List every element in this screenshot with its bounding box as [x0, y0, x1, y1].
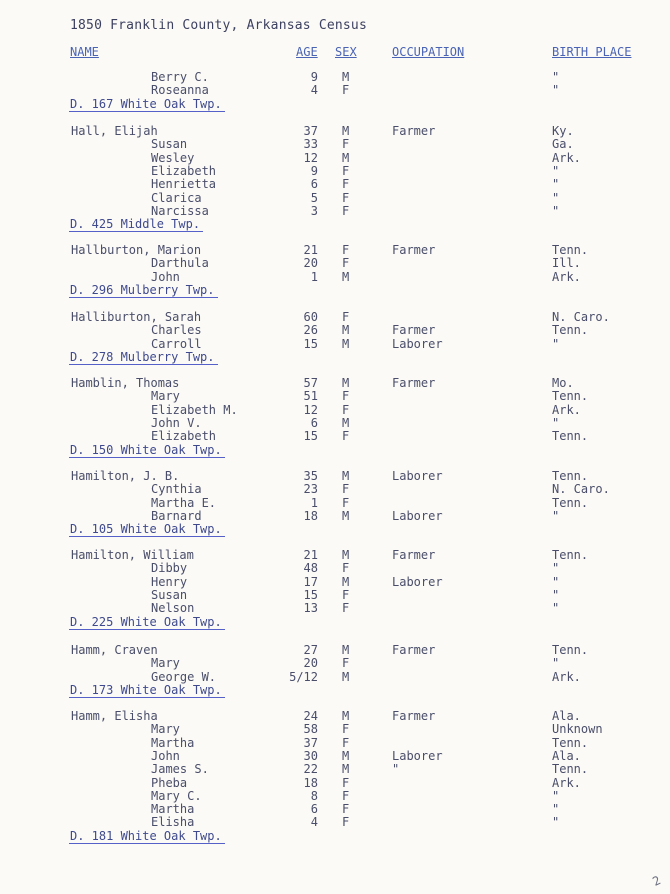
district-text: D. 425 Middle Twp. — [70, 217, 201, 232]
person-row — [0, 270, 670, 284]
person-birthplace: Tenn. — [552, 429, 589, 444]
person-name: Mary — [151, 722, 180, 737]
person-age: 15 — [303, 429, 318, 444]
person-occupation: Laborer — [392, 508, 443, 523]
person-sex: F — [342, 389, 350, 404]
person-name: Martha — [151, 802, 195, 817]
person-sex: F — [342, 561, 350, 576]
person-row — [0, 83, 670, 97]
person-name: Susan — [151, 137, 188, 152]
person-birthplace: " — [552, 561, 560, 576]
person-age: 21 — [303, 548, 318, 562]
person-occupation: Laborer — [392, 574, 443, 589]
person-sex: M — [342, 469, 350, 483]
person-sex: M — [342, 669, 350, 684]
person-birthplace: Ark. — [552, 150, 581, 165]
person-birthplace: Tenn. — [552, 762, 589, 777]
person-age: 18 — [303, 508, 318, 523]
person-birthplace: " — [552, 815, 560, 830]
person-name: Nelson — [151, 601, 195, 616]
district-label — [70, 283, 215, 297]
person-birthplace: Ky. — [552, 124, 574, 138]
person-name: John V. — [151, 415, 202, 430]
district-underline — [69, 843, 225, 844]
district-label — [70, 829, 222, 843]
district-text: D. 150 White Oak Twp. — [70, 442, 222, 457]
person-name: Darthula — [151, 256, 209, 271]
person-birthplace: Ark. — [552, 402, 581, 417]
person-row — [0, 70, 670, 84]
district-label — [70, 350, 215, 364]
person-row — [0, 243, 670, 257]
person-name: Hallburton, Marion — [71, 243, 202, 257]
person-occupation: Farmer — [392, 323, 436, 338]
person-name: Elisha — [151, 815, 195, 830]
person-occupation: Laborer — [392, 469, 443, 483]
person-sex: F — [342, 83, 350, 98]
header-age: AGE — [296, 45, 318, 59]
header-occupation: OCCUPATION — [392, 45, 465, 59]
person-age: 30 — [303, 748, 318, 763]
person-occupation: Farmer — [392, 709, 436, 723]
person-name: Charles — [151, 323, 202, 338]
district-text: D. 167 White Oak Twp. — [70, 96, 222, 111]
person-row — [0, 709, 670, 723]
person-age: 60 — [303, 310, 318, 324]
person-age: 23 — [303, 482, 318, 497]
person-row — [0, 561, 670, 575]
person-row — [0, 124, 670, 138]
person-sex: F — [342, 735, 350, 750]
person-sex: F — [342, 203, 350, 218]
person-row — [0, 762, 670, 776]
person-sex: F — [342, 495, 350, 510]
person-sex: F — [342, 177, 350, 192]
person-name: John — [151, 269, 180, 284]
person-name: Hamilton, William — [71, 548, 194, 562]
district-text: D. 173 White Oak Twp. — [70, 682, 222, 697]
person-birthplace: " — [552, 508, 560, 523]
header-name: NAME — [70, 45, 99, 59]
person-row — [0, 588, 670, 602]
person-row — [0, 191, 670, 205]
district-text: D. 225 White Oak Twp. — [70, 614, 222, 629]
person-birthplace: Tenn. — [552, 643, 589, 657]
person-name: Barnard — [151, 508, 202, 523]
district-underline — [69, 536, 225, 537]
person-birthplace: Tenn. — [552, 243, 589, 257]
person-age: 37 — [303, 124, 318, 138]
person-birthplace: " — [552, 203, 560, 218]
person-sex: M — [342, 336, 350, 351]
person-row — [0, 815, 670, 829]
person-row — [0, 509, 670, 523]
district-underline — [69, 457, 225, 458]
page-title: 1850 Franklin County, Arkansas Census — [70, 18, 367, 33]
person-name: Elizabeth — [151, 429, 217, 444]
person-birthplace: " — [552, 656, 560, 671]
person-occupation: Laborer — [392, 748, 443, 763]
person-sex: F — [342, 137, 350, 152]
person-sex: F — [342, 722, 350, 737]
person-birthplace: Unknown — [552, 722, 603, 737]
district-label — [70, 97, 222, 111]
person-row — [0, 204, 670, 218]
person-name: Halliburton, Sarah — [71, 310, 202, 324]
person-name: Henrietta — [151, 177, 217, 192]
person-age: 35 — [303, 469, 318, 483]
person-birthplace: Mo. — [552, 376, 574, 390]
person-name: Narcissa — [151, 203, 209, 218]
person-age: 21 — [303, 243, 318, 257]
person-sex: F — [342, 802, 350, 817]
person-row — [0, 722, 670, 736]
person-row — [0, 548, 670, 562]
person-sex: M — [342, 762, 350, 777]
district-underline — [69, 297, 218, 298]
person-row — [0, 776, 670, 790]
person-age: 26 — [303, 323, 318, 338]
header-sex: SEX — [335, 45, 357, 59]
person-name: Hamblin, Thomas — [71, 376, 180, 390]
person-age: 51 — [303, 389, 318, 404]
person-occupation: Farmer — [392, 376, 436, 390]
district-label — [70, 522, 222, 536]
person-name: John — [151, 748, 180, 763]
person-name: Cynthia — [151, 482, 202, 497]
person-name: Martha E. — [151, 495, 217, 510]
person-sex: F — [342, 601, 350, 616]
person-sex: F — [342, 788, 350, 803]
person-sex: F — [342, 429, 350, 444]
person-birthplace: " — [552, 587, 560, 602]
person-birthplace: Tenn. — [552, 323, 589, 338]
person-age: 1 — [310, 269, 318, 284]
person-sex: M — [342, 548, 350, 562]
person-sex: M — [342, 508, 350, 523]
person-birthplace: Tenn. — [552, 735, 589, 750]
person-birthplace: " — [552, 83, 560, 98]
person-sex: M — [342, 709, 350, 723]
person-row — [0, 416, 670, 430]
person-sex: F — [342, 656, 350, 671]
person-row — [0, 736, 670, 750]
person-occupation: Farmer — [392, 124, 436, 138]
person-sex: M — [342, 124, 350, 138]
person-row — [0, 575, 670, 589]
person-occupation: Farmer — [392, 548, 436, 562]
person-age: 12 — [303, 150, 318, 165]
person-row — [0, 749, 670, 763]
person-row — [0, 789, 670, 803]
person-row — [0, 151, 670, 165]
person-birthplace: Ga. — [552, 137, 574, 152]
person-row — [0, 429, 670, 443]
corner-mark: 2 — [650, 873, 663, 889]
person-row — [0, 670, 670, 684]
person-row — [0, 164, 670, 178]
person-name: Mary — [151, 656, 180, 671]
person-age: 27 — [303, 643, 318, 657]
person-name: Elizabeth — [151, 163, 217, 178]
person-birthplace: " — [552, 177, 560, 192]
person-sex: F — [342, 402, 350, 417]
person-name: Pheba — [151, 775, 188, 790]
person-birthplace: Tenn. — [552, 548, 589, 562]
person-sex: F — [342, 482, 350, 497]
person-age: 37 — [303, 735, 318, 750]
person-sex: M — [342, 415, 350, 430]
person-birthplace: Ark. — [552, 669, 581, 684]
person-birthplace: Tenn. — [552, 495, 589, 510]
person-occupation: " — [392, 762, 400, 777]
person-age: 15 — [303, 336, 318, 351]
district-underline — [69, 231, 203, 232]
district-underline — [69, 697, 225, 698]
district-text: D. 278 Mulberry Twp. — [70, 349, 215, 364]
person-name: Mary — [151, 389, 180, 404]
person-row — [0, 137, 670, 151]
person-birthplace: Ark. — [552, 775, 581, 790]
person-row — [0, 601, 670, 615]
person-row — [0, 656, 670, 670]
person-name: Dibby — [151, 561, 188, 576]
district-text: D. 181 White Oak Twp. — [70, 828, 222, 843]
person-name: James S. — [151, 762, 209, 777]
person-birthplace: " — [552, 802, 560, 817]
district-text: D. 105 White Oak Twp. — [70, 522, 222, 537]
person-age: 5 — [310, 190, 318, 205]
person-row — [0, 337, 670, 351]
person-birthplace: Ill. — [552, 256, 581, 271]
person-name: Hamm, Elisha — [71, 709, 158, 723]
person-age: 9 — [310, 163, 318, 178]
person-birthplace: " — [552, 788, 560, 803]
person-age: 1 — [310, 495, 318, 510]
person-birthplace: " — [552, 163, 560, 178]
person-birthplace: " — [552, 415, 560, 430]
person-sex: F — [342, 163, 350, 178]
person-age: 15 — [303, 587, 318, 602]
person-name: Mary C. — [151, 788, 202, 803]
person-age: 4 — [310, 815, 318, 830]
person-age: 13 — [303, 601, 318, 616]
person-name: George W. — [151, 669, 217, 684]
person-sex: M — [342, 269, 350, 284]
person-name: Clarica — [151, 190, 202, 205]
person-birthplace: " — [552, 190, 560, 205]
person-age: 48 — [303, 561, 318, 576]
person-row — [0, 389, 670, 403]
person-birthplace: " — [552, 336, 560, 351]
person-name: Elizabeth M. — [151, 402, 238, 417]
person-birthplace: Ark. — [552, 269, 581, 284]
person-age: 57 — [303, 376, 318, 390]
person-age: 4 — [310, 83, 318, 98]
person-name: Hamm, Craven — [71, 643, 158, 657]
person-age: 18 — [303, 775, 318, 790]
person-sex: F — [342, 815, 350, 830]
person-row — [0, 256, 670, 270]
person-age: 22 — [303, 762, 318, 777]
person-row — [0, 376, 670, 390]
person-birthplace: Ala. — [552, 709, 581, 723]
person-row — [0, 469, 670, 483]
person-birthplace: " — [552, 70, 560, 84]
person-sex: M — [342, 748, 350, 763]
district-underline — [69, 364, 218, 365]
district-label — [70, 443, 222, 457]
person-birthplace: N. Caro. — [552, 310, 610, 324]
person-birthplace: " — [552, 601, 560, 616]
person-name: Martha — [151, 735, 195, 750]
person-sex: F — [342, 190, 350, 205]
person-occupation: Farmer — [392, 243, 436, 257]
person-name: Susan — [151, 587, 188, 602]
person-row — [0, 802, 670, 816]
person-name: Carroll — [151, 336, 202, 351]
district-label — [70, 683, 222, 697]
person-sex: M — [342, 150, 350, 165]
person-age: 6 — [310, 802, 318, 817]
person-age: 17 — [303, 574, 318, 589]
person-name: Berry C. — [151, 70, 209, 84]
person-birthplace: " — [552, 574, 560, 589]
person-birthplace: Ala. — [552, 748, 581, 763]
person-name: Henry — [151, 574, 188, 589]
person-age: 20 — [303, 256, 318, 271]
person-row — [0, 482, 670, 496]
person-age: 6 — [310, 177, 318, 192]
person-sex: M — [342, 574, 350, 589]
person-row — [0, 177, 670, 191]
person-name: Roseanna — [151, 83, 209, 98]
person-sex: M — [342, 323, 350, 338]
person-age: 24 — [303, 709, 318, 723]
person-birthplace: Tenn. — [552, 389, 589, 404]
person-row — [0, 323, 670, 337]
district-text: D. 296 Mulberry Twp. — [70, 282, 215, 297]
person-age: 6 — [310, 415, 318, 430]
header-birthplace: BIRTH PLACE — [552, 45, 632, 59]
person-row — [0, 496, 670, 510]
person-birthplace: N. Caro. — [552, 482, 610, 497]
person-row — [0, 643, 670, 657]
person-sex: F — [342, 243, 350, 257]
person-age: 12 — [303, 402, 318, 417]
person-name: Wesley — [151, 150, 195, 165]
person-sex: M — [342, 70, 350, 84]
person-age: 8 — [310, 788, 318, 803]
district-underline — [69, 629, 225, 630]
person-sex: F — [342, 256, 350, 271]
person-age: 5/12 — [289, 669, 318, 684]
person-age: 3 — [310, 203, 318, 218]
person-age: 20 — [303, 656, 318, 671]
person-row — [0, 403, 670, 417]
person-occupation: Laborer — [392, 336, 443, 351]
person-sex: M — [342, 643, 350, 657]
district-label — [70, 217, 200, 231]
person-name: Hamilton, J. B. — [71, 469, 180, 483]
district-underline — [69, 111, 225, 112]
person-sex: F — [342, 310, 350, 324]
district-label — [70, 615, 222, 629]
person-name: Hall, Elijah — [71, 124, 158, 138]
person-age: 33 — [303, 137, 318, 152]
person-sex: F — [342, 587, 350, 602]
person-sex: F — [342, 775, 350, 790]
person-occupation: Farmer — [392, 643, 436, 657]
person-age: 9 — [310, 70, 318, 84]
person-sex: M — [342, 376, 350, 390]
person-age: 58 — [303, 722, 318, 737]
person-row — [0, 310, 670, 324]
person-birthplace: Tenn. — [552, 469, 589, 483]
